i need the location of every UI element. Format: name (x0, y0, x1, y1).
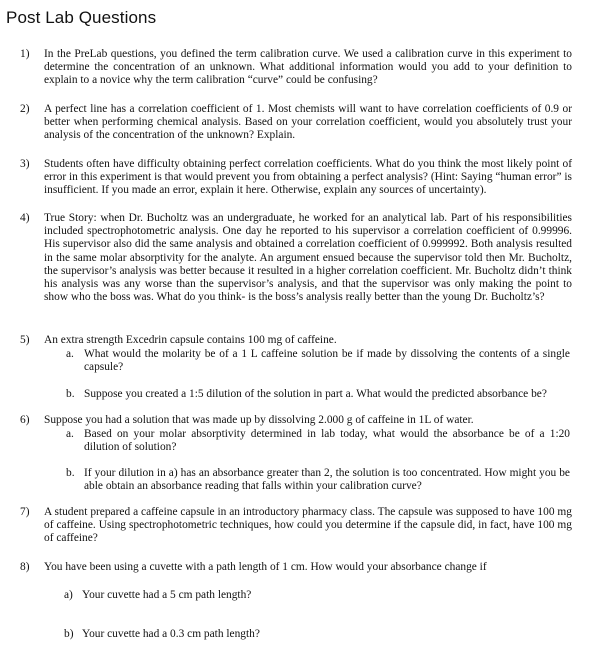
question-text: A student prepared a caffeine capsule in an introductory pharmacy class. The capsule was supposed to have 100 mg of caffeine. Using spectrophotometric techniques, how could you determine if the capsule did, in fact, have 100 mg of caffeine? (44, 506, 572, 545)
question-2 (20, 103, 572, 143)
part-text: Your cuvette had a 0.3 cm path length? (82, 628, 260, 640)
question-7 (20, 506, 572, 546)
question-number: 2) (20, 103, 30, 115)
part-label: a) (64, 589, 73, 601)
part-label: b. (66, 467, 75, 479)
question-number: 1) (20, 48, 30, 60)
question-text: Suppose you had a solution that was made up by dissolving 2.000 g of caffeine in 1L of water. (44, 414, 474, 426)
question-6 (20, 414, 572, 427)
part-label: b. (66, 388, 75, 400)
part-text: What would the molarity be of a 1 L caffeine solution be if made by dissolving the contents of a single capsule? (84, 348, 570, 374)
part-label: a. (66, 348, 74, 360)
question-6a (66, 428, 570, 454)
question-1 (20, 48, 572, 88)
part-text: Suppose you created a 1:5 dilution of the solution in part a. What would the predicted absorbance be? (84, 388, 547, 400)
page-title: Post Lab Questions (6, 8, 157, 27)
question-number: 4) (20, 212, 30, 224)
question-text: True Story: when Dr. Bucholtz was an undergraduate, he worked for an analytical lab. Part of his responsibilities included spectrophotometric analysis. One day he reported to his supervisor a correlation coefficient of 0.99996. His supervisor also did the same analysis and obtained a correlation coefficient of 0.999992. Both analysis resulted in the same molar absorptivity for the analyte. An argument ensued because the supervisor told then Mr. Bucholtz, the supervisor’s analysis was better because it resulted in a higher correlation coefficient. Mr. Bucholtz didn’t think his analysis was any worse than the supervisor’s analysis, and that the supervisor was only making the point to show who the boss was. What do you think- is the boss’s analysis really better than the young Dr. Bucholtz’s? (44, 212, 572, 304)
question-number: 3) (20, 158, 30, 170)
part-label: b) (64, 628, 74, 640)
question-number: 7) (20, 506, 30, 518)
question-5a (66, 348, 570, 374)
question-number: 5) (20, 334, 30, 346)
question-5b (66, 388, 570, 401)
part-label: a. (66, 428, 74, 440)
part-text: Based on your molar absorptivity determined in lab today, what would the absorbance be of a 1:20 dilution of solution? (84, 428, 570, 454)
question-5 (20, 334, 572, 347)
question-text: Students often have difficulty obtaining perfect correlation coefficients. What do you think the most likely point of error in this experiment is that would prevent you from obtaining a perfect analysis? (Hint: Saying “human error” is insufficient. If you made an error, explain it here. Otherwise, explain any sources of uncertainty). (44, 158, 572, 197)
question-6b (66, 467, 570, 493)
part-text: Your cuvette had a 5 cm path length? (82, 589, 252, 601)
question-number: 8) (20, 561, 30, 573)
question-text: You have been using a cuvette with a path length of 1 cm. How would your absorbance change if (44, 561, 487, 573)
question-8a (64, 589, 564, 602)
question-8 (20, 561, 572, 574)
part-text: If your dilution in a) has an absorbance greater than 2, the solution is too concentrated. How might you be able obtain an absorbance reading that falls within your calibration curve? (84, 467, 570, 493)
question-8b (64, 628, 564, 641)
question-3 (20, 158, 572, 198)
question-text: In the PreLab questions, you defined the term calibration curve. We used a calibration curve in this experiment to determine the concentration of an unknown. What additional information would you add to your definition to explain to a novice why the term calibration “curve” could be confusing? (44, 48, 572, 87)
question-text: A perfect line has a correlation coefficient of 1. Most chemists will want to have correlation coefficients of 0.9 or better when performing chemical analysis. Based on your correlation coefficient, would you absolutely trust your analysis of the concentration of the unknown? Explain. (44, 103, 572, 142)
question-text: An extra strength Excedrin capsule contains 100 mg of caffeine. (44, 334, 337, 346)
question-number: 6) (20, 414, 30, 426)
question-4 (20, 212, 572, 304)
